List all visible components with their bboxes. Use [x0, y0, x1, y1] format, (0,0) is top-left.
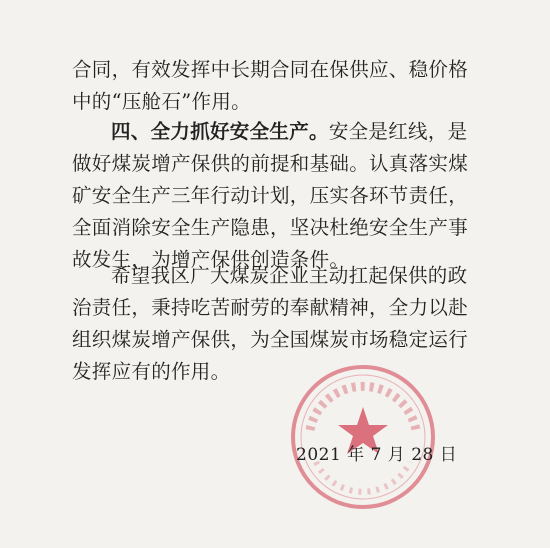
document-date: 2021 年 7 月 28 日: [296, 445, 458, 465]
paragraph-3-text: 希望我区广大煤炭企业主动扛起保供的政治责任，秉持吃苦耐劳的奉献精神，全力以赴组织煤炭增产保供，为全国煤炭市场稳定运行发挥应有的作用。: [72, 264, 469, 383]
paragraph-safety: [72, 116, 480, 276]
paragraph-1-text: 合同，有效发挥中长期合同在保供应、稳价格中的“压舱石”作用。: [72, 58, 469, 113]
official-seal-icon: [288, 362, 438, 512]
section-heading: 四、全力抓好安全生产。: [111, 120, 329, 143]
paragraph-continuation: [72, 54, 480, 118]
paragraph-2-body: 安全是红线，是做好煤炭增产保供的前提和基础。认真落实煤矿安全生产三年行动计划，压实各环节责任，全面消除安全生产隐患，坚决杜绝安全生产事故发生，为增产保供创造条件。: [72, 120, 469, 271]
